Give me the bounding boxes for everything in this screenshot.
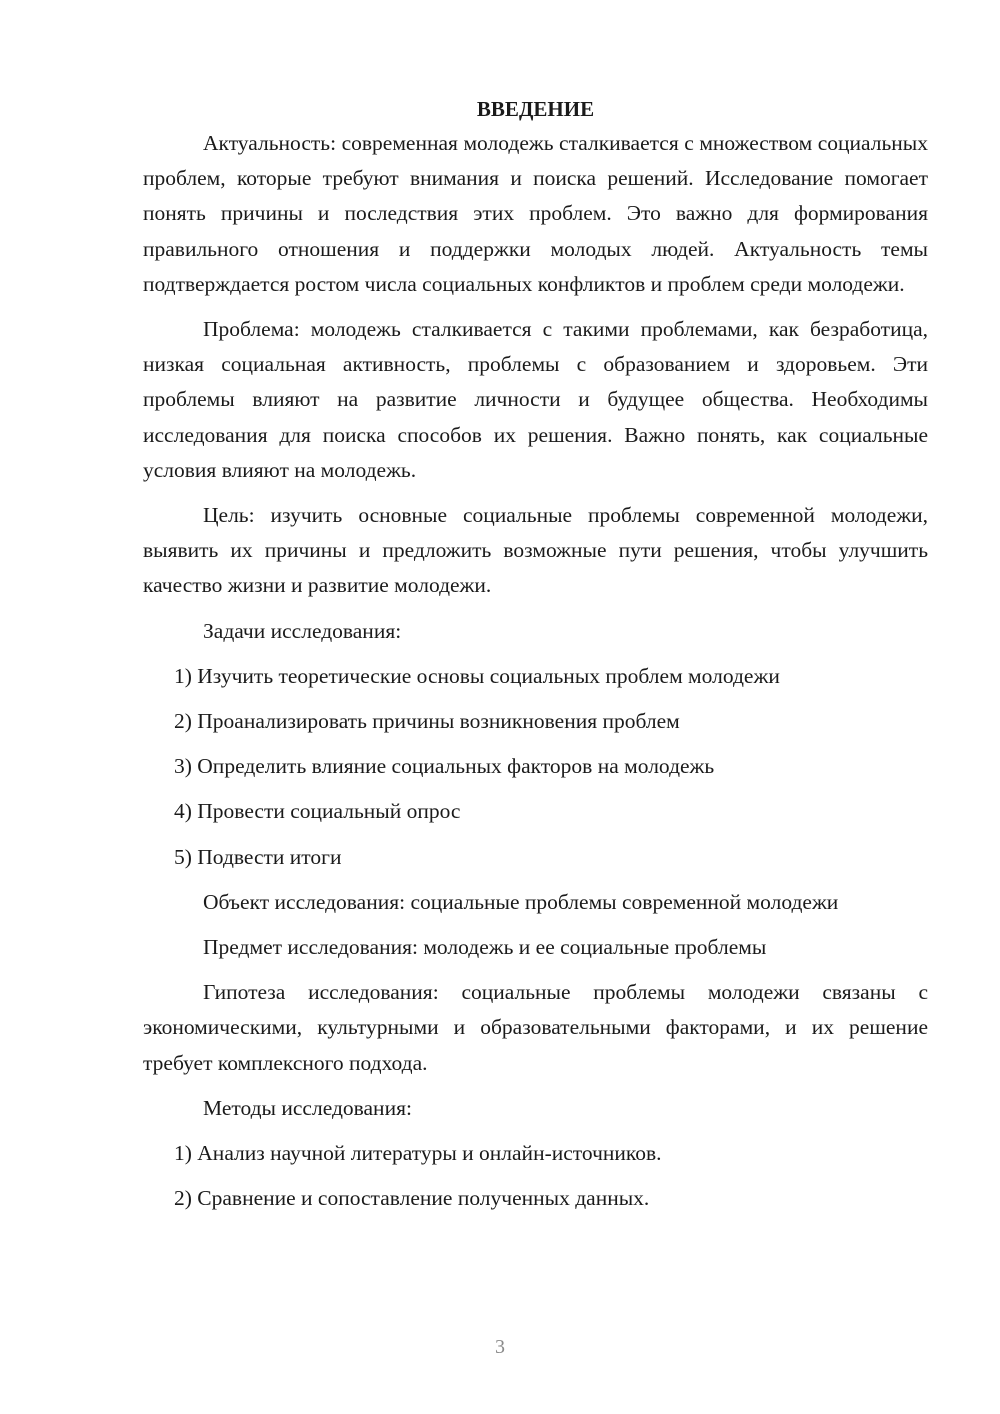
list-item: 3) Определить влияние социальных факторов на молодежь xyxy=(174,754,715,779)
subject-paragraph: Предмет исследования: молодежь и ее социальные проблемы xyxy=(203,935,767,960)
methods-list xyxy=(143,1136,928,1216)
list-item: 4) Провести социальный опрос xyxy=(174,799,461,824)
list-item: 5) Подвести итоги xyxy=(174,844,342,869)
relevance-paragraph: Актуальность: современная молодежь сталкивается с множеством социальных проблем, которые требуют внимания и поиска решений. Исследование помогает понять причины и последствия этих проблем. Это важно для формирования правильного отношения и поддержки молодых людей. Актуальность темы подтверждается ростом числа социальных конфликтов и проблем среди молодежи. xyxy=(143,131,928,296)
page-title: ВВЕДЕНИЕ xyxy=(476,97,595,121)
tasks-list xyxy=(143,659,928,875)
list-item: 2) Сравнение и сопоставление полученных данных. xyxy=(174,1186,650,1211)
list-item: 2) Проанализировать причины возникновения проблем xyxy=(174,709,680,734)
list-item: 1) Анализ научной литературы и онлайн-источников. xyxy=(174,1141,662,1166)
hypothesis-paragraph: Гипотеза исследования: социальные проблемы молодежи связаны с экономическими, культурными и образовательными факторами, и их решение требует комплексного подхода. xyxy=(143,980,928,1075)
page-content xyxy=(143,94,928,1216)
goal-paragraph: Цель: изучить основные социальные проблемы современной молодежи, выявить их причины и предложить возможные пути решения, чтобы улучшить качество жизни и развитие молодежи. xyxy=(143,503,928,598)
page-number: 3 xyxy=(495,1336,505,1358)
methods-heading: Методы исследования: xyxy=(203,1095,412,1120)
list-item: 1) Изучить теоретические основы социальных проблем молодежи xyxy=(174,663,780,688)
problem-paragraph: Проблема: молодежь сталкивается с такими проблемами, как безработица, низкая социальная активность, проблемы с образованием и здоровьем. Эти проблемы влияют на развитие личности и будущее общества. Необходимы исследования для поиска способов их решения. Важно понять, как социальные условия влияют на молодежь. xyxy=(143,317,928,482)
tasks-heading: Задачи исследования: xyxy=(203,618,402,643)
object-paragraph: Объект исследования: социальные проблемы современной молодежи xyxy=(203,889,839,914)
